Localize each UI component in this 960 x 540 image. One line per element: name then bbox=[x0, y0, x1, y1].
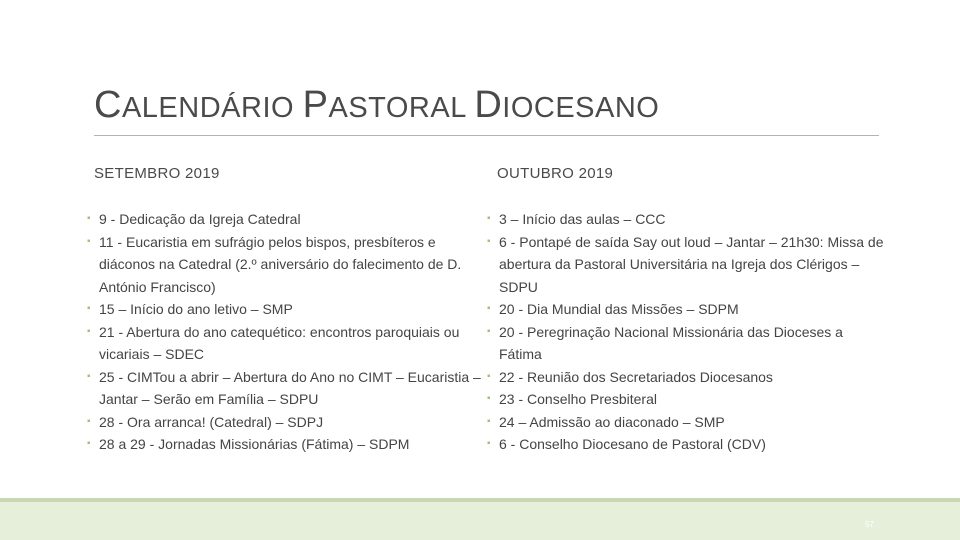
list-item bbox=[87, 366, 482, 411]
list-item-text: 20 - Peregrinação Nacional Missionária das Dioceses a Fátima bbox=[499, 323, 843, 362]
list-item-text: 21 - Abertura do ano catequético: encontros paroquiais ou vicariais – SDEC bbox=[99, 323, 460, 362]
page-number: 57 bbox=[865, 520, 874, 529]
september-list bbox=[87, 208, 482, 456]
bullet-icon: ▪ bbox=[487, 415, 491, 427]
list-item bbox=[87, 298, 482, 321]
title-word-pastoral: ASTORAL bbox=[328, 92, 475, 124]
list-item-text: 23 - Conselho Presbiteral bbox=[499, 391, 657, 407]
list-item-text: 11 - Eucaristia em sufrágio pelos bispos, presbíteros e diáconos na Catedral (2.º aniversário do falecimento de D. António Francisco) bbox=[99, 233, 462, 295]
list-item bbox=[87, 411, 482, 434]
list-item bbox=[487, 298, 887, 321]
slide-title bbox=[94, 84, 659, 127]
list-item-text: 28 a 29 - Jornadas Missionárias (Fátima) – SDPM bbox=[99, 436, 410, 452]
list-item-text: 22 - Reunião dos Secretariados Diocesanos bbox=[499, 368, 773, 385]
title-initial-d: D bbox=[474, 84, 503, 126]
bullet-icon: ▪ bbox=[87, 303, 91, 314]
list-item-text: 3 – Início das aulas – CCC bbox=[499, 211, 666, 227]
bullet-icon: ▪ bbox=[487, 213, 491, 224]
bullet-icon: ▪ bbox=[487, 325, 491, 337]
list-item-text: 20 - Dia Mundial das Missões – SDPM bbox=[499, 301, 739, 317]
bullet-icon: ▪ bbox=[487, 235, 491, 247]
list-item-text: 15 – Início do ano letivo – SMP bbox=[99, 301, 293, 317]
list-item bbox=[87, 231, 482, 299]
list-item bbox=[487, 321, 887, 366]
september-heading: SETEMBRO 2019 bbox=[94, 165, 220, 182]
list-item bbox=[487, 208, 887, 231]
october-heading: OUTUBRO 2019 bbox=[497, 165, 614, 182]
list-item bbox=[87, 433, 482, 456]
title-initial-c: C bbox=[94, 84, 122, 126]
list-item-text: 25 - CIMTou a abrir – Abertura do Ano no CIMT – Eucaristia – Jantar – Serão em Família – SDPU bbox=[99, 368, 481, 407]
october-list bbox=[487, 208, 887, 456]
bullet-icon: ▪ bbox=[87, 438, 91, 449]
bullet-icon: ▪ bbox=[87, 370, 91, 382]
bullet-icon: ▪ bbox=[87, 325, 91, 337]
list-item bbox=[487, 388, 887, 411]
list-item-text: 6 - Pontapé de saída Say out loud – Jantar – 21h30: Missa de abertura da Pastoral Universitária na Igreja dos Clérigos – SDPU bbox=[499, 233, 884, 295]
list-item-text: 24 – Admissão ao diaconado – SMP bbox=[499, 413, 725, 430]
bullet-icon: ▪ bbox=[87, 213, 91, 224]
list-item bbox=[87, 208, 482, 231]
list-item bbox=[87, 321, 482, 366]
title-word-calendario: ALENDÁRIO bbox=[121, 92, 303, 124]
list-item bbox=[487, 366, 887, 389]
bullet-icon: ▪ bbox=[487, 438, 491, 449]
bullet-icon: ▪ bbox=[487, 303, 491, 314]
title-word-diocesano: IOCESANO bbox=[502, 92, 660, 124]
list-item-text: 6 - Conselho Diocesano de Pastoral (CDV) bbox=[499, 436, 766, 452]
list-item bbox=[487, 231, 887, 299]
list-item-text: 9 - Dedicação da Igreja Catedral bbox=[99, 211, 301, 227]
bullet-icon: ▪ bbox=[87, 235, 91, 247]
title-initial-p: P bbox=[302, 84, 329, 126]
list-item bbox=[487, 411, 887, 434]
list-item-text: 28 - Ora arranca! (Catedral) – SDPJ bbox=[99, 413, 324, 430]
footer-band bbox=[0, 498, 960, 540]
bullet-icon: ▪ bbox=[487, 370, 491, 382]
bullet-icon: ▪ bbox=[487, 393, 491, 404]
list-item bbox=[487, 433, 887, 456]
bullet-icon: ▪ bbox=[87, 415, 91, 427]
title-divider bbox=[94, 135, 879, 136]
